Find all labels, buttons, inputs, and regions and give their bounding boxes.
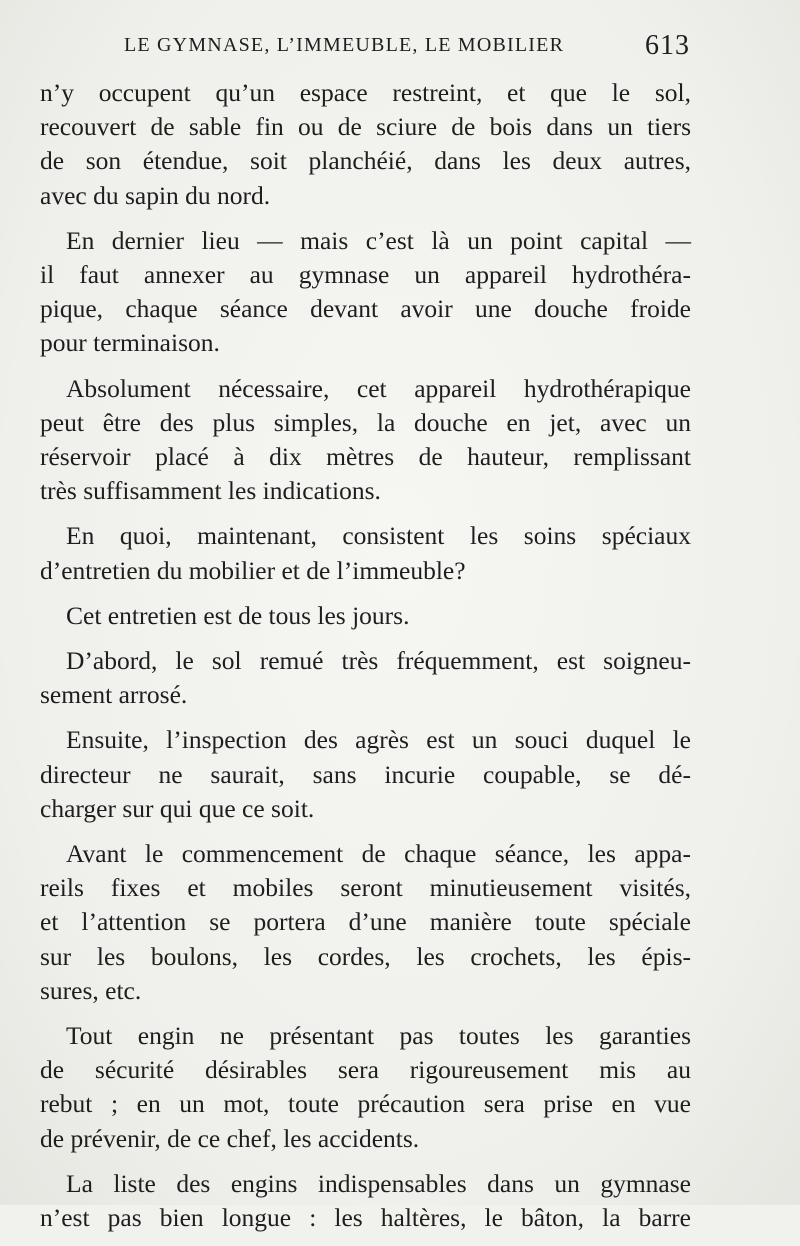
- text-line: reils fixes et mobiles seront minutieusement visités,: [40, 873, 691, 903]
- text-line: En dernier lieu — mais c’est là un point capital —: [66, 225, 691, 255]
- text-line: très suffisamment les indications.: [40, 476, 381, 506]
- text-line: il faut annexer au gymnase un appareil hydrothéra-: [40, 260, 691, 290]
- text-line: Avant le commencement de chaque séance, les appa-: [66, 839, 691, 869]
- text-line: sement arrosé.: [40, 680, 188, 710]
- text-line: En quoi, maintenant, consistent les soins spéciaux: [66, 521, 691, 551]
- paragraph: [40, 76, 691, 213]
- text-line: n’est pas bien longue : les haltères, le bâton, la barre: [40, 1203, 691, 1233]
- paragraph: [40, 372, 691, 509]
- body-text: [40, 76, 691, 1246]
- text-line: recouvert de sable fin ou de sciure de bois dans un tiers: [40, 112, 691, 142]
- text-line: rebut ; en un mot, toute précaution sera prise en vue: [40, 1089, 691, 1119]
- text-line: La liste des engins indispensables dans un gymnase: [66, 1168, 691, 1198]
- text-line: pour terminaison.: [40, 328, 220, 358]
- text-line: de sécurité désirables sera rigoureusement mis au: [40, 1055, 691, 1085]
- text-line: Tout engin ne présentant pas toutes les garanties: [66, 1021, 691, 1051]
- text-line: n’y occupent qu’un espace restreint, et que le sol,: [40, 78, 691, 107]
- text-line: Ensuite, l’inspection des agrès est un souci duquel le: [66, 725, 691, 755]
- text-line: de prévenir, de ce chef, les accidents.: [40, 1123, 420, 1153]
- text-line: Absolument nécessaire, cet appareil hydrothérapique: [66, 373, 691, 403]
- text-line: D’abord, le sol remué très fréquemment, est soigneu-: [66, 646, 691, 676]
- text-line: d’entretien du mobilier et de l’immeuble?: [40, 555, 466, 585]
- paragraph: [40, 644, 691, 712]
- text-line: avec du sapin du nord.: [40, 180, 271, 210]
- paragraph: [40, 723, 691, 826]
- paragraph: [40, 1019, 691, 1156]
- text-line: sures, etc.: [40, 975, 142, 1005]
- text-line: peut être des plus simples, la douche en jet, avec un: [40, 407, 691, 437]
- running-title: LE GYMNASE, L’IMMEUBLE, LE MOBILIER: [124, 34, 565, 56]
- text-line: et l’attention se portera d’une manière toute spéciale: [40, 907, 691, 937]
- paragraph: [40, 599, 691, 633]
- text-line: réservoir placé à dix mètres de hauteur, remplissant: [40, 442, 691, 472]
- text-line: Cet entretien est de tous les jours.: [66, 600, 410, 630]
- page-number: 613: [645, 30, 690, 61]
- paragraph: [40, 519, 691, 587]
- paragraph: [40, 224, 691, 361]
- page-header: [40, 30, 690, 66]
- text-line: directeur ne saurait, sans incurie coupable, se dé-: [40, 759, 691, 789]
- text-line: pique, chaque séance devant avoir une douche froide: [40, 294, 691, 324]
- text-line: charger sur qui que ce soit.: [40, 793, 315, 823]
- paragraph: [40, 1167, 691, 1235]
- paragraph: [40, 837, 691, 1008]
- text-line: de son étendue, soit planchéié, dans les deux autres,: [40, 146, 691, 176]
- text-line: sur les boulons, les cordes, les crochets, les épis-: [40, 941, 691, 971]
